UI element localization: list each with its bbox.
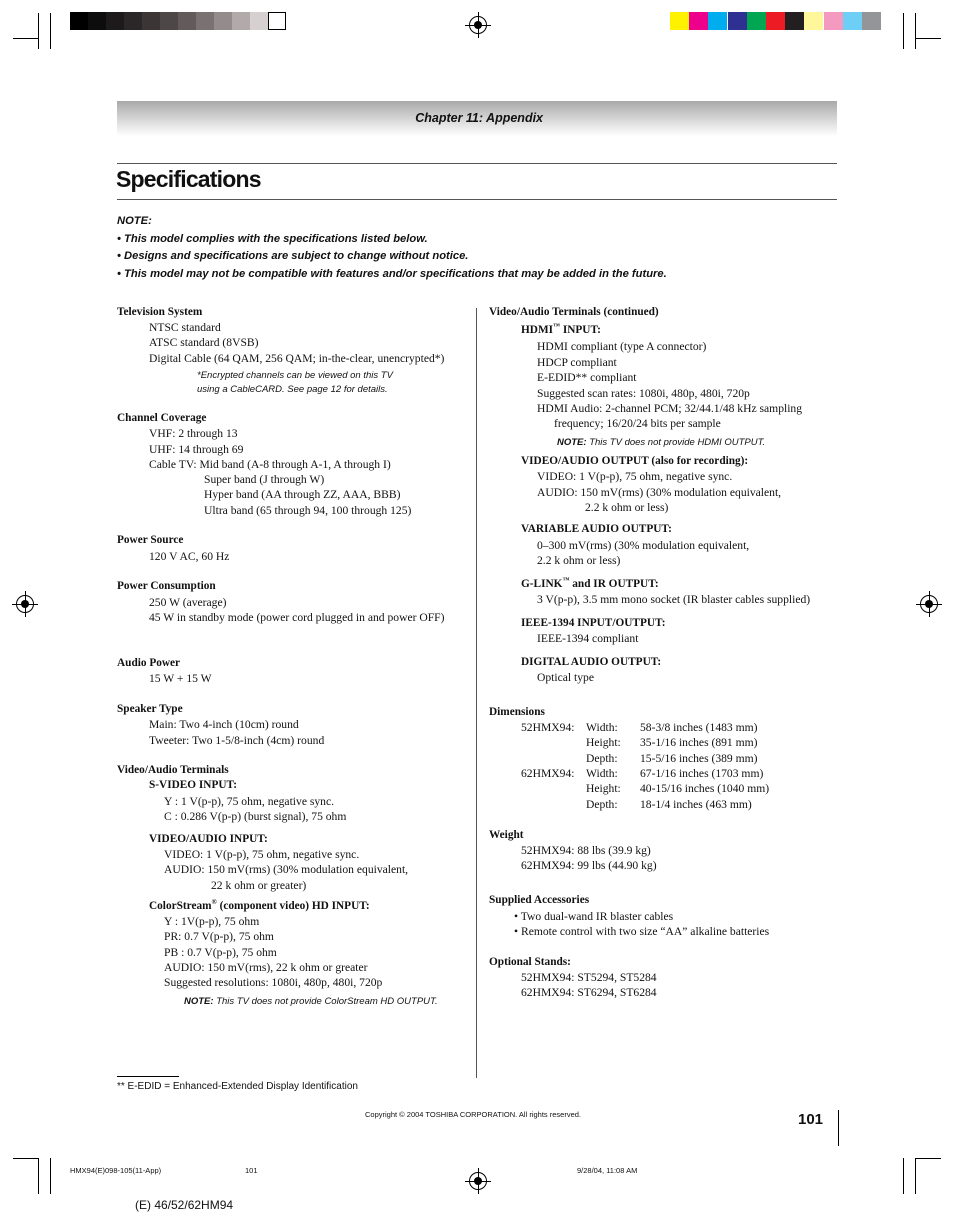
gray-swatch xyxy=(70,12,88,30)
color-swatch xyxy=(747,12,766,30)
crop-mark xyxy=(903,1158,904,1194)
note-label: NOTE: xyxy=(557,437,587,448)
spec-line: NTSC standard xyxy=(149,321,221,334)
spec-heading: Speaker Type xyxy=(117,703,183,715)
color-swatch xyxy=(766,12,785,30)
spec-line: Ultra band (65 through 94, 100 through 125) xyxy=(204,504,412,517)
crop-mark xyxy=(903,13,904,49)
spec-line: 2.2 k ohm or less) xyxy=(585,501,669,514)
page-title: Specifications xyxy=(116,166,261,192)
dim-value: 15-5/16 inches (389 mm) xyxy=(640,751,758,765)
crop-mark xyxy=(50,1158,51,1194)
heading-part: INPUT: xyxy=(560,324,601,336)
spec-heading: Power Source xyxy=(117,534,184,546)
color-swatch xyxy=(689,12,708,30)
gray-swatch xyxy=(214,12,232,30)
slug-model: (E) 46/52/62HM94 xyxy=(135,1198,234,1212)
spec-line: 15 W + 15 W xyxy=(149,672,212,685)
dim-label: Depth: xyxy=(586,797,618,811)
slug-page: 101 xyxy=(245,1166,258,1175)
column-divider xyxy=(476,308,477,1078)
heading-part: ColorStream xyxy=(149,900,212,912)
dim-value: 35-1/16 inches (891 mm) xyxy=(640,736,758,750)
spec-subheading: DIGITAL AUDIO OUTPUT: xyxy=(521,656,662,668)
color-swatch xyxy=(728,12,747,30)
spec-line: 2.2 k ohm or less) xyxy=(537,554,621,567)
color-swatch xyxy=(804,12,823,30)
spec-line: 45 W in standby mode (power cord plugged in and power OFF) xyxy=(149,611,445,624)
crop-mark xyxy=(38,13,39,49)
spec-line: Super band (J through W) xyxy=(204,473,325,486)
color-swatch xyxy=(708,12,727,30)
gray-swatch xyxy=(232,12,250,30)
spec-heading: Audio Power xyxy=(117,657,181,669)
spec-line: C : 0.286 V(p-p) (burst signal), 75 ohm xyxy=(164,810,347,823)
spec-line: VIDEO: 1 V(p-p), 75 ohm, negative sync. xyxy=(537,470,733,483)
page-number: 101 xyxy=(798,1111,824,1128)
spec-heading: Dimensions xyxy=(489,706,545,718)
spec-line: 62HMX94: ST6294, ST6284 xyxy=(521,986,657,999)
title-rule-top xyxy=(117,163,837,164)
spec-line: Cable TV: Mid band (A-8 through A-1, A through I) xyxy=(149,458,391,471)
spec-footnote: *Encrypted channels can be viewed on this TV xyxy=(197,370,393,381)
list-item: • Remote control with two size “AA” alkaline batteries xyxy=(514,925,770,938)
registration-mark-icon xyxy=(469,1172,487,1190)
heading-part: HDMI xyxy=(521,324,554,336)
note-item: • Designs and specifications are subject to change without notice. xyxy=(117,250,469,262)
spec-line: Hyper band (AA through ZZ, AAA, BBB) xyxy=(204,488,401,501)
spec-heading: Video/Audio Terminals xyxy=(117,764,229,776)
spec-heading: Video/Audio Terminals (continued) xyxy=(489,306,659,318)
spec-heading: Television System xyxy=(117,306,203,318)
spec-heading: Channel Coverage xyxy=(117,412,207,424)
spec-line: PB : 0.7 V(p-p), 75 ohm xyxy=(164,946,277,959)
spec-line: 3 V(p-p), 3.5 mm mono socket (IR blaster cables supplied) xyxy=(537,593,811,606)
color-swatch xyxy=(824,12,843,30)
spec-footnote: using a CableCARD. See page 12 for details. xyxy=(197,384,388,395)
gray-swatch xyxy=(106,12,124,30)
spec-line: AUDIO: 150 mV(rms), 22 k ohm or greater xyxy=(164,961,368,974)
spec-line: AUDIO: 150 mV(rms) (30% modulation equivalent, xyxy=(537,486,782,499)
spec-line: Y : 1 V(p-p), 75 ohm, negative sync. xyxy=(164,795,335,808)
spec-subheading xyxy=(521,324,601,336)
spec-line: Suggested scan rates: 1080i, 480p, 480i, 720p xyxy=(537,387,750,400)
spec-subheading: VARIABLE AUDIO OUTPUT: xyxy=(521,523,672,535)
dim-value: 67-1/16 inches (1703 mm) xyxy=(640,766,764,780)
registration-mark-icon xyxy=(920,595,938,613)
dim-label: Height: xyxy=(586,736,621,750)
dim-model: 62HMX94: xyxy=(521,766,575,780)
trademark: ™ xyxy=(553,322,561,331)
title-rule-bottom xyxy=(117,199,837,200)
dim-label: Depth: xyxy=(586,751,618,765)
crop-mark xyxy=(915,38,941,39)
gray-swatch xyxy=(142,12,160,30)
note-item: • This model may not be compatible with features and/or specifications that may be added in the future. xyxy=(117,268,667,280)
spec-line: HDCP compliant xyxy=(537,356,617,369)
gray-swatch xyxy=(160,12,178,30)
page-number-rule xyxy=(838,1110,839,1146)
crop-mark xyxy=(13,1158,39,1159)
registration-mark-icon xyxy=(16,595,34,613)
registered-mark: ® xyxy=(211,898,217,907)
spec-note xyxy=(184,996,438,1007)
dim-model: 52HMX94: xyxy=(521,721,575,734)
registration-mark-icon xyxy=(469,16,487,34)
color-swatch xyxy=(843,12,862,30)
spec-line: Suggested resolutions: 1080i, 480p, 480i, 720p xyxy=(164,976,383,989)
list-item: • Two dual-wand IR blaster cables xyxy=(514,910,674,923)
spec-line: Tweeter: Two 1-5/8-inch (4cm) round xyxy=(149,734,325,747)
heading-part: G-LINK xyxy=(521,578,563,590)
spec-subheading: VIDEO/AUDIO OUTPUT (also for recording): xyxy=(521,455,749,467)
note-text: This TV does not provide HDMI OUTPUT. xyxy=(586,437,766,448)
spec-line: 120 V AC, 60 Hz xyxy=(149,550,230,563)
crop-mark xyxy=(38,1158,39,1194)
spec-subheading: IEEE-1394 INPUT/OUTPUT: xyxy=(521,617,666,629)
note-label: NOTE: xyxy=(117,215,152,227)
footnote-rule xyxy=(117,1076,179,1077)
spec-heading: Supplied Accessories xyxy=(489,894,590,906)
spec-line: PR: 0.7 V(p-p), 75 ohm xyxy=(164,930,274,943)
spec-line: 22 k ohm or greater) xyxy=(211,879,307,892)
crop-mark xyxy=(13,38,39,39)
spec-line: UHF: 14 through 69 xyxy=(149,443,244,456)
crop-mark xyxy=(915,13,916,49)
spec-line: 52HMX94: ST5294, ST5284 xyxy=(521,971,657,984)
gray-swatch xyxy=(88,12,106,30)
spec-line: 52HMX94: 88 lbs (39.9 kg) xyxy=(521,844,651,857)
color-swatch xyxy=(670,12,689,30)
crop-mark xyxy=(50,13,51,49)
spec-line: 250 W (average) xyxy=(149,596,227,609)
note-text: This TV does not provide ColorStream HD OUTPUT. xyxy=(213,996,438,1007)
spec-line: IEEE-1394 compliant xyxy=(537,632,639,645)
heading-part: (component video) HD INPUT: xyxy=(216,900,370,912)
note-item: • This model complies with the specifications listed below. xyxy=(117,233,428,245)
color-swatch xyxy=(785,12,804,30)
chapter-title: Chapter 11: Appendix xyxy=(415,111,543,125)
heading-part: and IR OUTPUT: xyxy=(569,578,659,590)
spec-line: Digital Cable (64 QAM, 256 QAM; in-the-clear, unencrypted*) xyxy=(149,352,445,365)
spec-note xyxy=(557,437,765,448)
dim-value: 58-3/8 inches (1483 mm) xyxy=(640,721,758,734)
spec-line: VIDEO: 1 V(p-p), 75 ohm, negative sync. xyxy=(164,848,360,861)
spec-line: frequency; 16/20/24 bits per sample xyxy=(554,417,721,430)
spec-subheading xyxy=(149,900,370,912)
gray-swatch xyxy=(196,12,214,30)
footnote: ** E-EDID = Enhanced-Extended Display Identification xyxy=(117,1081,358,1092)
spec-line: E-EDID** compliant xyxy=(537,371,637,384)
dim-label: Height: xyxy=(586,782,621,796)
spec-heading: Power Consumption xyxy=(117,580,216,592)
spec-subheading: VIDEO/AUDIO INPUT: xyxy=(149,833,268,845)
dim-value: 18-1/4 inches (463 mm) xyxy=(640,797,752,811)
spec-line: VHF: 2 through 13 xyxy=(149,427,238,440)
trademark: ™ xyxy=(562,576,570,585)
slug-file: HMX94(E)098-105(11-App) xyxy=(70,1166,162,1175)
spec-line: 0–300 mV(rms) (30% modulation equivalent, xyxy=(537,539,750,552)
copyright: Copyright © 2004 TOSHIBA CORPORATION. All rights reserved. xyxy=(365,1110,582,1119)
dim-value: 40-15/16 inches (1040 mm) xyxy=(640,782,770,796)
dim-label: Width: xyxy=(586,766,618,780)
gray-swatch xyxy=(268,12,286,30)
crop-mark xyxy=(915,1158,941,1159)
spec-line: HDMI Audio: 2-channel PCM; 32/44.1/48 kHz sampling xyxy=(537,402,803,415)
spec-line: Y : 1V(p-p), 75 ohm xyxy=(164,915,260,928)
gray-swatch xyxy=(124,12,142,30)
note-label: NOTE: xyxy=(184,996,214,1007)
spec-line: AUDIO: 150 mV(rms) (30% modulation equivalent, xyxy=(164,863,409,876)
gray-swatch xyxy=(178,12,196,30)
spec-subheading: S-VIDEO INPUT: xyxy=(149,779,237,791)
crop-mark xyxy=(915,1158,916,1194)
gray-swatch xyxy=(250,12,268,30)
spec-line: Main: Two 4-inch (10cm) round xyxy=(149,718,299,731)
dim-label: Width: xyxy=(586,721,618,734)
spec-line: ATSC standard (8VSB) xyxy=(149,336,259,349)
spec-line: 62HMX94: 99 lbs (44.90 kg) xyxy=(521,859,657,872)
slug-date: 9/28/04, 11:08 AM xyxy=(577,1166,638,1175)
spec-heading: Weight xyxy=(489,829,524,841)
spec-heading: Optional Stands: xyxy=(489,956,571,968)
spec-subheading xyxy=(521,578,659,590)
spec-line: Optical type xyxy=(537,671,594,684)
color-swatch xyxy=(862,12,881,30)
spec-line: HDMI compliant (type A connector) xyxy=(537,340,707,353)
